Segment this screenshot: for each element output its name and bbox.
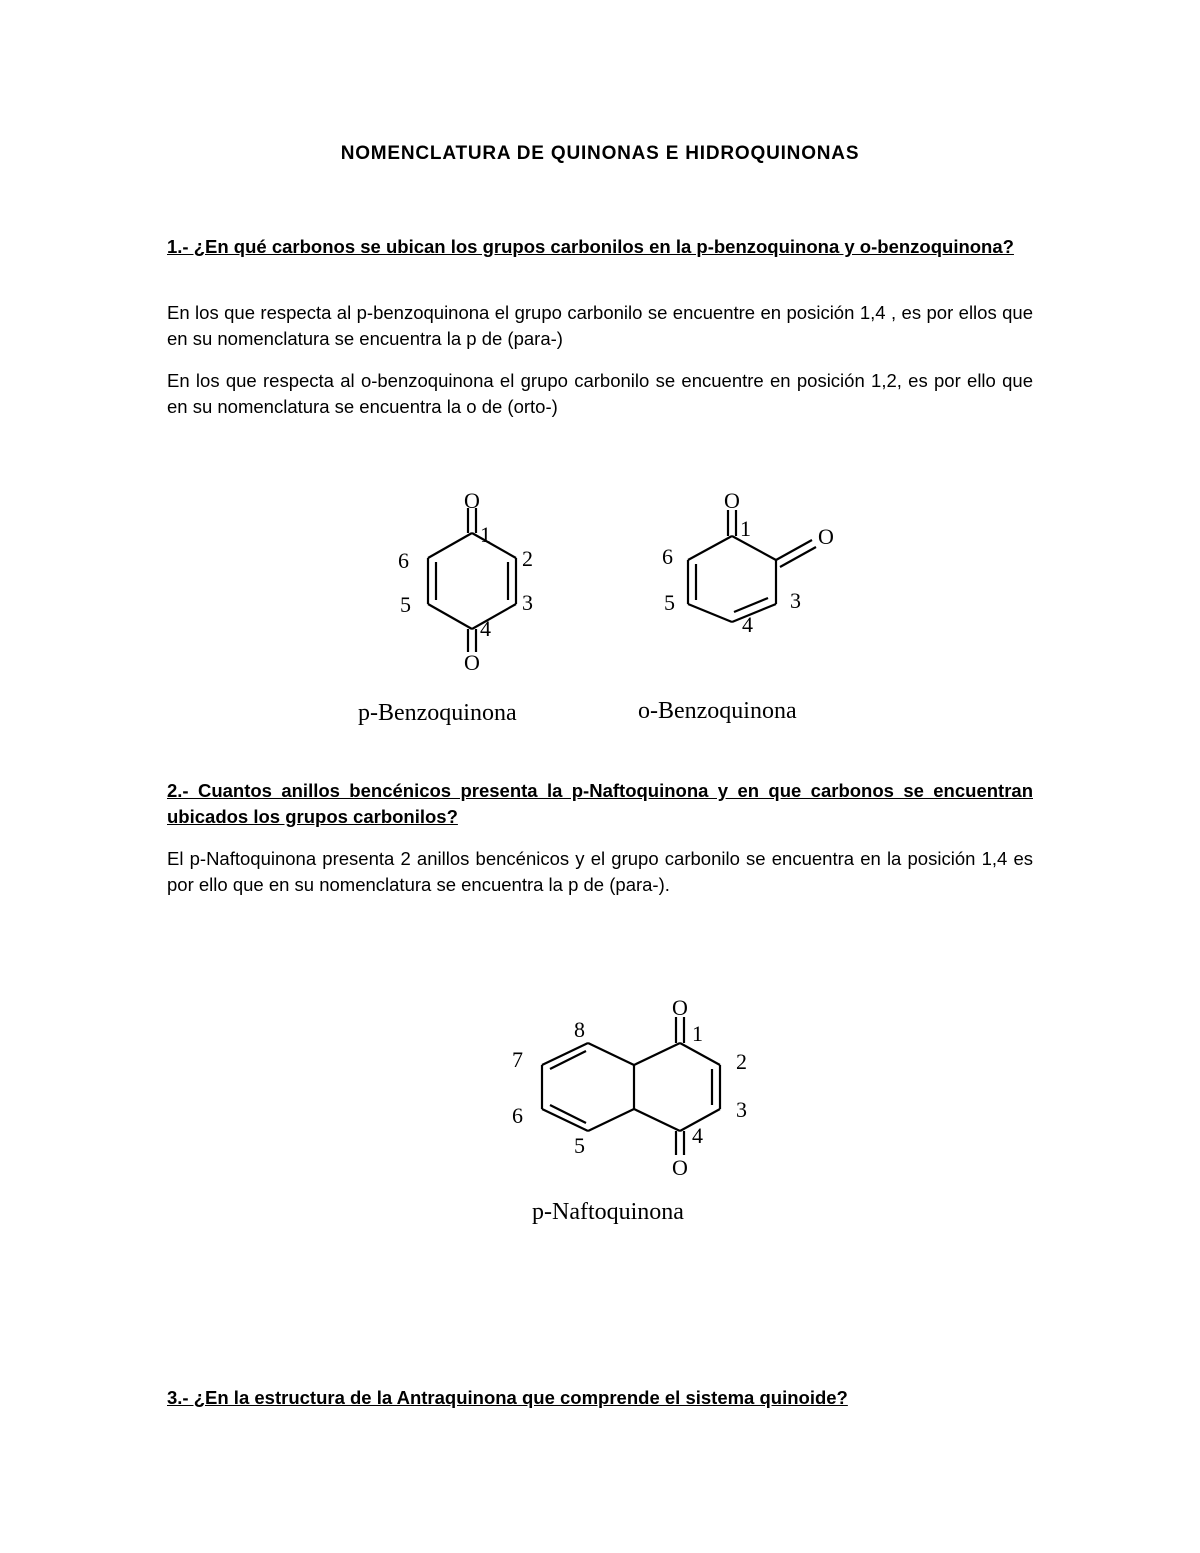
p-oxygen-bottom: O [464, 650, 480, 675]
n-number-4: 4 [692, 1123, 703, 1148]
n-number-1: 1 [692, 1021, 703, 1046]
n-number-2: 2 [736, 1049, 747, 1074]
o-number-1: 1 [740, 516, 751, 541]
benzoquinone-figure [340, 478, 880, 738]
o-oxygen-right: O [818, 524, 834, 549]
p-oxygen-top: O [464, 488, 480, 513]
p-number-4: 4 [480, 616, 491, 641]
n-number-7: 7 [512, 1047, 523, 1072]
o-number-3: 3 [790, 588, 801, 613]
n-number-3: 3 [736, 1097, 747, 1122]
naphthoquinone-figure [500, 955, 800, 1245]
question-2: 2.- Cuantos anillos bencénicos presenta la p-Naftoquinona y en que carbonos se encuentran ubicados los grupos carbonilos? [167, 780, 1033, 827]
naphthoquinone-structure [500, 955, 800, 1245]
document-title: NOMENCLATURA DE QUINONAS E HIDROQUINONAS [340, 143, 860, 164]
answer-1-para: En los que respecta al p-benzoquinona el grupo carbonilo se encuentre en posición 1,4 , es por ellos que en su nomenclatura se encuentra la p de (para-) [167, 302, 1033, 349]
p-number-2: 2 [522, 546, 533, 571]
o-oxygen-top: O [724, 488, 740, 513]
o-number-6: 6 [662, 544, 673, 569]
n-oxygen-bottom: O [672, 1155, 688, 1180]
o-number-4: 4 [742, 612, 753, 637]
p-benzoquinone-bonds [428, 508, 516, 652]
n-number-6: 6 [512, 1103, 523, 1128]
naphthoquinone-label: p-Naftoquinona [532, 1199, 684, 1225]
benzoquinone-structures [340, 478, 880, 738]
n-number-8: 8 [574, 1017, 585, 1042]
p-benzoquinone-label: p-Benzoquinona [358, 700, 517, 726]
n-oxygen-top: O [672, 995, 688, 1020]
o-number-5: 5 [664, 590, 675, 615]
question-3: 3.- ¿En la estructura de la Antraquinona que comprende el sistema quinoide? [167, 1387, 848, 1408]
question-1: 1.- ¿En qué carbonos se ubican los grupos carbonilos en la p-benzoquinona y o-benzoquinona? [167, 236, 1014, 257]
answer-1-orto: En los que respecta al o-benzoquinona el grupo carbonilo se encuentre en posición 1,2, es por ello que en su nomenclatura se encuentra la o de (orto-) [167, 370, 1033, 417]
p-number-1: 1 [480, 522, 491, 547]
n-number-5: 5 [574, 1133, 585, 1158]
answer-2: El p-Naftoquinona presenta 2 anillos bencénicos y el grupo carbonilo se encuentra en la posición 1,4 es por ello que en su nomenclatura se encuentra la p de (para-). [167, 848, 1033, 895]
p-number-5: 5 [400, 592, 411, 617]
o-benzoquinone-label: o-Benzoquinona [638, 698, 797, 724]
p-number-3: 3 [522, 590, 533, 615]
p-number-6: 6 [398, 548, 409, 573]
